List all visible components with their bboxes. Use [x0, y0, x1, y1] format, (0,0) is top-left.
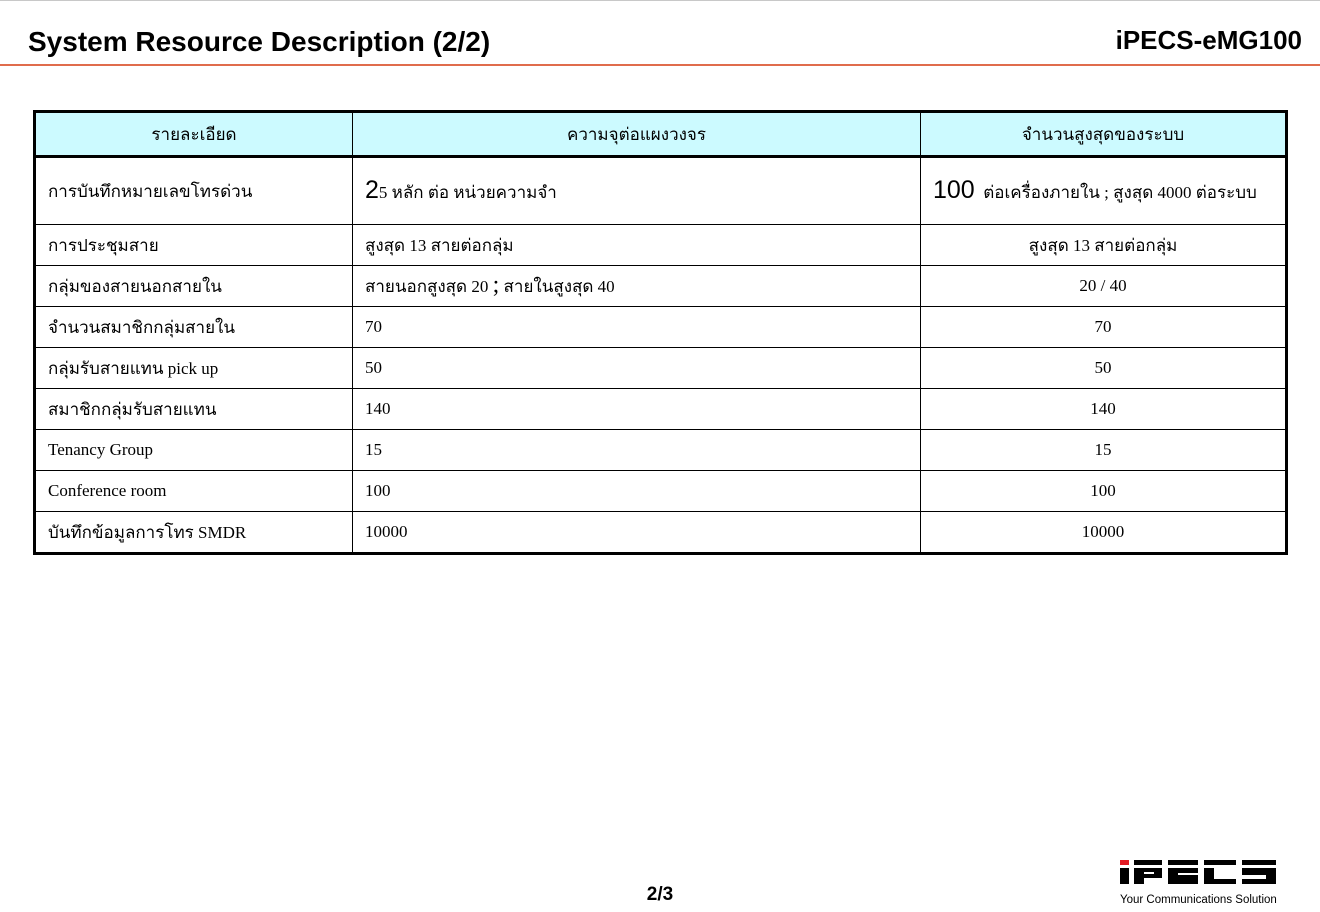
- cell-per-board-trunk: สายนอกสูงสุด 20: [365, 277, 489, 296]
- cell-system-max: 50: [921, 348, 1287, 389]
- product-name: iPECS-eMG100: [1115, 25, 1302, 55]
- cell-system-max-unit: ต่อเครื่องภายใน ; สูงสุด 4000 ต่อระบบ: [983, 183, 1257, 202]
- page-number: 2/3: [646, 884, 674, 905]
- cell-system-max: 10000: [921, 512, 1287, 554]
- resource-table: [33, 110, 1288, 555]
- table-row: [35, 471, 1287, 512]
- table-row: [35, 512, 1287, 554]
- top-border: [0, 0, 1320, 1]
- table-row: [35, 348, 1287, 389]
- cell-detail: บันทึกข้อมูลการโทร SMDR: [35, 512, 353, 554]
- page-title: System Resource Description (2/2): [28, 26, 491, 57]
- cell-per-board-station: สายในสูงสุด 40: [503, 277, 615, 296]
- cell-detail: กลุ่มของสายนอกสายใน: [35, 266, 353, 307]
- cell-per-board: [353, 266, 921, 307]
- table-row: [35, 225, 1287, 266]
- cell-detail: การบันทึกหมายเลขโทรด่วน: [35, 157, 353, 225]
- cell-system-max-value: 100: [933, 176, 975, 204]
- cell-system-max: 100: [921, 471, 1287, 512]
- cell-per-board-value: 2: [365, 176, 379, 204]
- table-row: [35, 157, 1287, 225]
- cell-per-board: 100: [353, 471, 921, 512]
- cell-per-board: 50: [353, 348, 921, 389]
- cell-per-board: 10000: [353, 512, 921, 554]
- cell-system-max: 140: [921, 389, 1287, 430]
- cell-system-max: [921, 157, 1287, 225]
- column-header-system-max: จำนวนสูงสุดของระบบ: [921, 112, 1287, 157]
- cell-detail: Tenancy Group: [35, 430, 353, 471]
- table-row: [35, 266, 1287, 307]
- cell-per-board: 70: [353, 307, 921, 348]
- cell-per-board: สูงสุด 13 สายต่อกลุ่ม: [353, 225, 921, 266]
- cell-detail: กลุ่มรับสายแทน pick up: [35, 348, 353, 389]
- column-header-per-board: ความจุต่อแผงวงจร: [353, 112, 921, 157]
- cell-detail: Conference room: [35, 471, 353, 512]
- table-row: [35, 430, 1287, 471]
- cell-per-board: 15: [353, 430, 921, 471]
- column-header-detail: รายละเอียด: [35, 112, 353, 157]
- cell-system-max: 70: [921, 307, 1287, 348]
- cell-per-board-separator: ;: [492, 272, 500, 298]
- cell-system-max: 15: [921, 430, 1287, 471]
- ipecs-logo: [1118, 858, 1280, 910]
- cell-system-max: 20 / 40: [921, 266, 1287, 307]
- ipecs-logo-mark: [1118, 858, 1280, 888]
- table-row: [35, 307, 1287, 348]
- cell-per-board: 140: [353, 389, 921, 430]
- cell-per-board: [353, 157, 921, 225]
- cell-detail: สมาชิกกลุ่มรับสายแทน: [35, 389, 353, 430]
- brand-tagline: Your Communications Solution: [1120, 894, 1277, 906]
- table-row: [35, 389, 1287, 430]
- cell-detail: การประชุมสาย: [35, 225, 353, 266]
- header-rule: [0, 64, 1320, 66]
- cell-per-board-unit: 5 หลัก ต่อ หน่วยความจำ: [378, 183, 557, 202]
- cell-detail: จำนวนสมาชิกกลุ่มสายใน: [35, 307, 353, 348]
- table-header-row: [35, 112, 1287, 157]
- cell-system-max: สูงสุด 13 สายต่อกลุ่ม: [921, 225, 1287, 266]
